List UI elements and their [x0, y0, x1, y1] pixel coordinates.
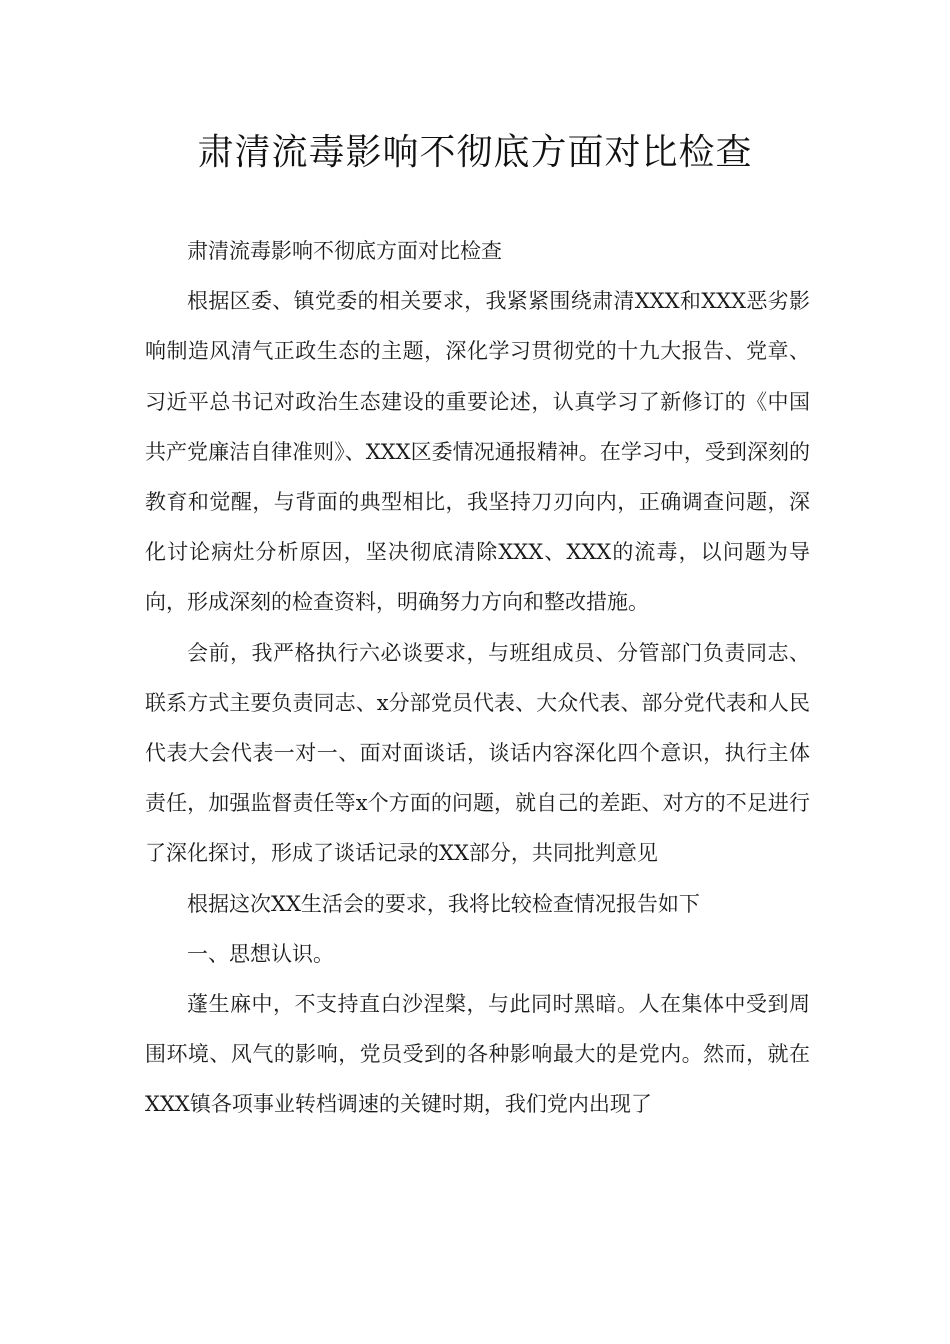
paragraph-report-lead: 根据这次XX生活会的要求，我将比较检查情况报告如下	[187, 891, 700, 916]
paragraph-intro: 根据区委、镇党委的相关要求，我紧紧围绕肃清XXX和XXX恶劣影响制造风清气正政生态的主题，深化学习贯彻党的十九大报告、党章、习近平总书记对政治生态建设的重要论述，认真学习了新修订的《中国共产党廉洁自律准则》、XXX区委情况通报精神。在学习中，受到深刻的教育和觉醒，与背面的典型相比，我坚持刀刃向内，正确调查问题，深化讨论病灶分析原因，坚决彻底清除XXX、XXX的流毒，以问题为导向，形成深刻的检查资料，明确努力方向和整改措施。	[145, 289, 810, 615]
paragraph-thought: 蓬生麻中，不支持直白沙涅槃，与此同时黑暗。人在集体中受到周围环境、风气的影响，党员受到的各种影响最大的是党内。然而，就在XXX镇各项事业转档调速的关键时期，我们党内出现了	[145, 992, 810, 1117]
paragraph-subtitle: 肃清流毒影响不彻底方面对比检查	[187, 239, 502, 263]
section-heading-thought: 一、思想认识。	[187, 941, 334, 966]
document-title: 肃清流毒影响不彻底方面对比检查	[197, 132, 753, 173]
document-body	[145, 226, 810, 1130]
paragraph-meeting: 会前，我严格执行六必谈要求，与班组成员、分管部门负责同志、联系方式主要负责同志、x分部党员代表、大众代表、部分党代表和人民代表大会代表一对一、面对面谈话，谈话内容深化四个意识，执行主体责任，加强监督责任等x个方面的问题，就自己的差距、对方的不足进行了深化探讨，形成了谈话记录的XX部分，共同批判意见	[145, 640, 810, 866]
